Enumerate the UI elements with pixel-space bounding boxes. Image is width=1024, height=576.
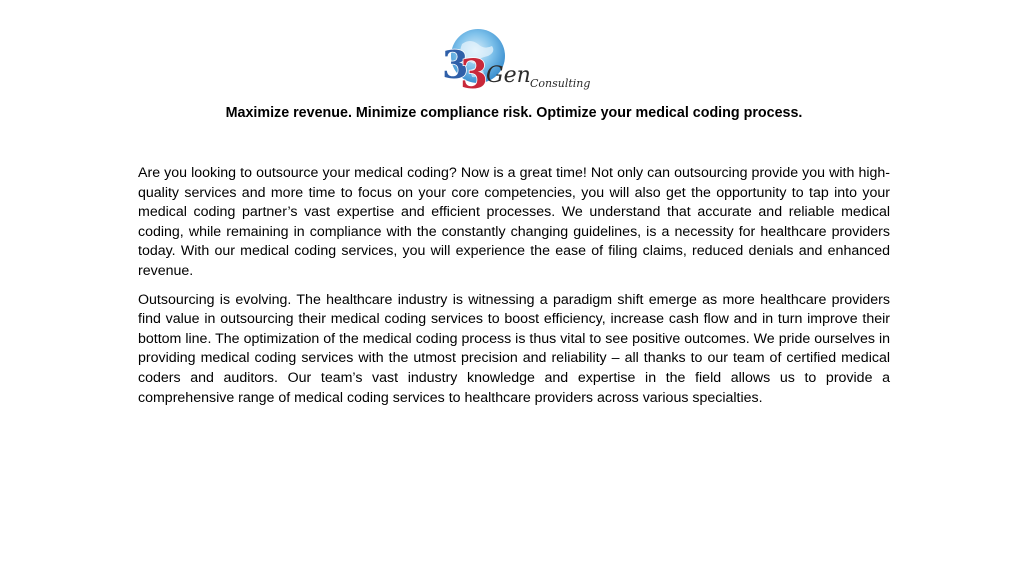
- logo-brand: Gen: [486, 63, 531, 88]
- paragraph-outsource-intro: Are you looking to outsource your medical coding? Now is a great time! Not only can outsourcing provide you with high-quality services and more time to focus on your core competencies, you will also get the opportunity to tap into your medical coding partner’s vast expertise and efficient processes. We understand that accurate and reliable medical coding, while remaining in compliance with the constantly changing guidelines, is a necessity for healthcare providers today. With our medical coding services, you will experience the ease of filing claims, reduced denials and enhanced revenue.: [138, 165, 890, 279]
- page-headline: Maximize revenue. Minimize compliance risk. Optimize your medical coding process.: [225, 105, 803, 121]
- paragraph-outsourcing-evolving: Outsourcing is evolving. The healthcare industry is witnessing a paradigm shift emerge as more healthcare providers find value in outsourcing their medical coding services to boost efficiency, increase cash flow and in turn improve their bottom line. The optimization of the medical coding process is thus vital to see positive outcomes. We pride ourselves in providing medical coding services with the utmost precision and reliability – all thanks to our team of certified medical coders and auditors. Our team’s vast industry knowledge and expertise in the field allows us to provide a comprehensive range of medical coding services to healthcare providers across various specialties.: [138, 291, 890, 406]
- logo-mark: [440, 26, 590, 98]
- company-logo: [440, 26, 590, 98]
- logo-numeral-3-red: 3: [460, 51, 488, 98]
- body-text: [138, 164, 890, 417]
- logo-numeral-3-blue: 3: [442, 42, 469, 87]
- logo-suffix: Consulting: [530, 77, 590, 90]
